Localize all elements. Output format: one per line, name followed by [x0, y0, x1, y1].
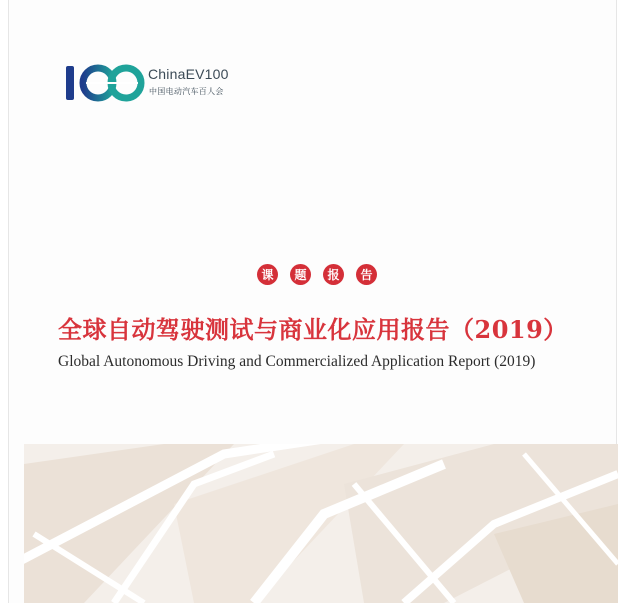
report-title-chinese: 全球自动驾驶测试与商业化应用报告（2019） — [58, 315, 568, 344]
report-title-english: Global Autonomous Driving and Commercialized Application Report (2019) — [58, 353, 536, 370]
chinaev100-logo — [64, 62, 234, 104]
cover-abstract-art — [24, 444, 618, 603]
report-cover — [8, 0, 617, 603]
logo-name: ChinaEV100 — [148, 66, 229, 82]
badge-char: 报 — [323, 264, 344, 285]
logo-subtitle: 中国电动汽车百人会 — [149, 87, 224, 96]
logo-mark-icon — [64, 62, 146, 104]
badge-char: 告 — [356, 264, 377, 285]
badge-char: 题 — [290, 264, 311, 285]
badge-char: 课 — [257, 264, 278, 285]
report-type-badges — [257, 264, 377, 285]
